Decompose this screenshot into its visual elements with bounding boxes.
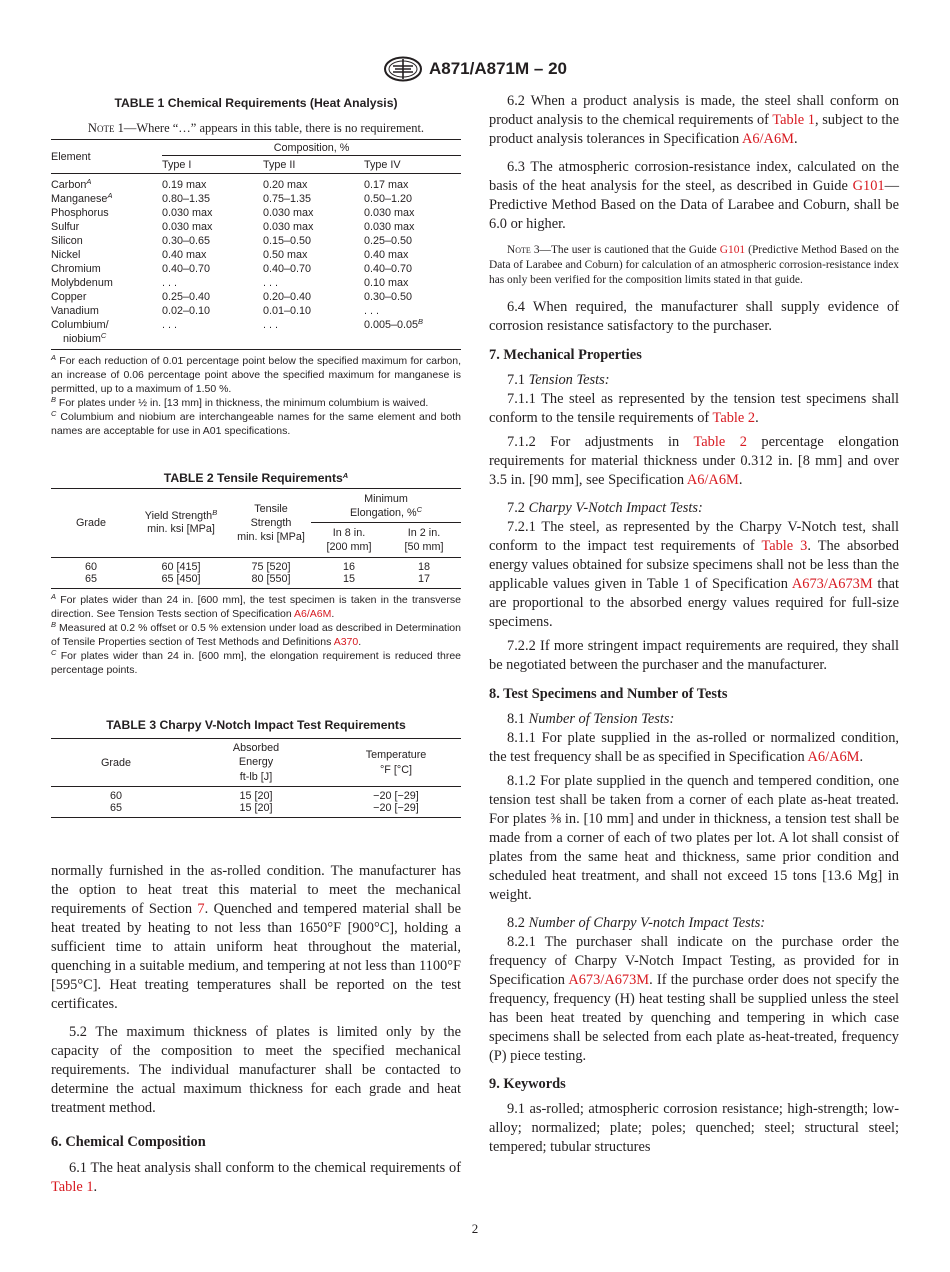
table1-note <box>51 121 461 136</box>
table1-footnote-c: $^C$ Columbium and niobium are interchangeable names for the same element and both names are acceptable for use in A01 specifications. <box>51 408 461 437</box>
table1-row <box>51 174 461 193</box>
table1-row <box>51 304 461 318</box>
table1-cell: 0.25–0.40 <box>162 291 211 303</box>
table2-header-2in: In 2 in. [50 mm] <box>404 527 444 554</box>
left-column <box>51 92 461 1195</box>
table1-element-name: Chromium <box>51 263 101 275</box>
paragraph-7-1-1: 7.1.1 The steel as represented by the tension test specimens shall conform to the tensile requirements of Table 2. <box>489 390 899 426</box>
table1-row <box>51 262 461 276</box>
table1-element-name: Vanadium <box>51 305 99 317</box>
link-g101[interactable]: G101 <box>852 178 885 194</box>
section-8-heading: 8. Test Specimens and Number of Tests <box>489 685 728 702</box>
table1-cell: . . . <box>162 277 177 289</box>
table1-cell: 0.25–0.50 <box>364 235 413 247</box>
table3-header-grade: Grade <box>100 756 131 769</box>
table1-cell: 0.030 max <box>364 221 415 233</box>
table1-cell: $0.005-0.05^B$ <box>364 317 424 331</box>
table1-cell: . . . <box>263 277 278 289</box>
table2-footnote-c: $^C$ For plates wider than 24 in. [600 mm], the elongation requirement is reduced three percentage points. <box>51 648 461 676</box>
table1-header-element: Element <box>51 150 91 163</box>
table2-row: 65 65 [450] 80 [550] 15 17 <box>84 573 430 586</box>
link-a6[interactable]: A6/A6M <box>741 131 794 147</box>
table1-element-name: Columbium/ niobium$^C$ <box>51 319 109 345</box>
table1-cell: 0.50–1.20 <box>364 193 413 205</box>
table1-cell: 0.40 max <box>162 249 207 261</box>
table1-cell: 0.50 max <box>263 249 308 261</box>
paragraph-9-1: 9.1 as-rolled; atmospheric corrosion resistance; high-strength; low-alloy; normalized; plate; poles; quenched; steel; structural steel; tempered; tubular structures <box>489 1100 899 1155</box>
link-a6[interactable]: A6/A6M <box>686 471 739 488</box>
table2 <box>51 488 461 589</box>
table1-row <box>51 206 461 220</box>
table1-cell: 0.20–0.40 <box>263 291 312 303</box>
table1-footnotes <box>51 355 461 438</box>
table1-note-label: Note 1 <box>87 121 124 135</box>
table1-element-name: Carbon$^A$ <box>51 177 92 191</box>
table1-row <box>51 234 461 248</box>
paragraph-8-1-1: 8.1.1 For plate supplied in the as-rolled or normalized condition, the test frequency shall be as specified in Specification A6/A6M. <box>489 729 899 765</box>
table1-cell: 0.40–0.70 <box>263 263 312 275</box>
note-3: Note 3—The user is cautioned that the Guide G101 (Predictive Method Based on the Data of Larabee and Coburn) for calculation of an atmospheric corrosion-resistance index has only been verified for the composition limits stated in that guide. <box>489 244 899 287</box>
paragraph-6-4: 6.4 When required, the manufacturer shall supply evidence of corrosion resistance satisfactory to the purchaser. <box>489 298 899 334</box>
table1-row <box>51 248 461 262</box>
table1-row <box>51 192 461 206</box>
link-g101[interactable]: G101 <box>719 244 746 256</box>
table2-header-elongation: Minimum Elongation, %$^C$ <box>311 489 461 523</box>
table1-cell: 0.17 max <box>364 179 409 191</box>
page-header <box>0 56 950 87</box>
table1-cell: . . . <box>263 319 278 331</box>
table1-cell: 0.030 max <box>364 207 415 219</box>
paragraph-7-2-1: 7.2.1 The steel, as represented by the Charpy V-Notch test, shall conform to the impact test requirements of Table 3. The absorbed energy values obtained for subsize specimens shall not be less than the applicable values given in Table 1 of Specification A673/A673M that are proportional to the absorbed energy values required for full-size specimens. <box>489 518 900 630</box>
paragraph-7-1: 7.1 Tension Tests: <box>507 371 610 388</box>
table1-header-type1: Type I <box>162 159 192 171</box>
table1-element-name: Copper <box>51 291 87 303</box>
table1-cell: 0.19 max <box>162 179 207 191</box>
paragraph-6-2: 6.2 When a product analysis is made, the steel shall conform on product analysis to the chemical requirements of Table 1, subject to the product analysis tolerances in Specification A6/A6M. <box>489 93 900 147</box>
table1-element-name: Nickel <box>51 249 81 261</box>
paragraph-6-1: 6.1 The heat analysis shall conform to the chemical requirements of Table 1. <box>51 1160 461 1195</box>
link-table2[interactable]: Table 2 <box>693 433 747 450</box>
table1-row <box>51 220 461 234</box>
table1-cell: 0.30–0.65 <box>162 235 211 247</box>
link-table1[interactable]: Table 1 <box>772 112 815 128</box>
table1-cell: 0.10 max <box>364 277 409 289</box>
table2-footnote-a: $^A$ For plates wider than 24 in. [600 mm], the test specimen is taken in the transverse direction. See Tension Tests section of Specification A6/A6M. <box>51 592 461 621</box>
table1-caption: TABLE 1 Chemical Requirements (Heat Analysis) <box>114 96 398 110</box>
link-section7[interactable]: 7 <box>197 901 205 917</box>
table1-cell: 0.030 max <box>162 207 213 219</box>
table1-row <box>51 290 461 304</box>
paragraph-8-2: 8.2 Number of Charpy V-notch Impact Tests: <box>507 914 766 931</box>
table1-cell: 0.15–0.50 <box>263 235 312 247</box>
table3-row: 60 15 [20] −20 [−29] <box>109 790 419 803</box>
table1-cell: 0.40–0.70 <box>364 263 413 275</box>
section-9-heading: 9. Keywords <box>489 1075 566 1092</box>
link-table3[interactable]: Table 3 <box>761 537 808 554</box>
paragraph-7-2-2: 7.2.2 If more stringent impact requirements are required, they shall be negotiated between the purchaser and the manufacturer. <box>489 637 899 673</box>
link-a673[interactable]: A673/A673M <box>791 575 873 592</box>
table3-header-energy: Absorbed Energy ft-lb [J] <box>232 741 280 783</box>
paragraph-5-2: 5.2 The maximum thickness of plates is limited only by the capacity of the composition to meet the specified mechanical requirements. The individual manufacturer shall be contacted to determine the actual maximum thickness for each grade and heat treatment method. <box>51 1024 461 1116</box>
paragraph-5-1-cont: normally furnished in the as-rolled condition. The manufacturer has the option to heat treat this material to meet the mechanical requirements of Section 7. Quenched and tempered material shall be heat treated by heating to not less than 1650°F [900°C], holding a sufficient time to attain uniform heat throughout the material, quenching in a suitable medium, and tempering at not less than 1100°F [595°C]. Heat treating temperatures shall be reported on the test certificates. <box>51 863 461 1012</box>
table2-header-grade: Grade <box>75 517 106 530</box>
table1-row <box>51 318 461 350</box>
table1-cell: 0.20 max <box>263 179 308 191</box>
table3-header-temperature: Temperature °F [°C] <box>365 749 427 776</box>
table3 <box>51 738 461 819</box>
paragraph-8-1-2: 8.1.2 For plate supplied in the quench and tempered condition, one tension test shall be taken from a corner of each plate as-heat treated. For plates ⅜ in. [10 mm] and under in thickness, a tension test shall be made from a corner of each of two plates per lot. A lot shall consist of plates from the same heat and thickness, same prior condition and scheduled heat treatment, and shall not exceed 15 tons [13.6 Mg] in weight. <box>489 772 899 903</box>
table2-row: 60 60 [415] 75 [520] 16 18 <box>84 561 430 574</box>
section-6-heading: 6. Chemical Composition <box>51 1134 206 1150</box>
table2-footnote-b: $^B$ Measured at 0.2 % offset or 0.5 % extension under load as described in Determination of Tensile Properties section of Test Methods and Definitions A370. <box>51 620 461 649</box>
table1-cell: . . . <box>162 319 177 331</box>
table1-header-type4: Type IV <box>364 159 401 171</box>
section-7-heading: 7. Mechanical Properties <box>489 346 642 363</box>
table1-note-text: —Where “…” appears in this table, there is no requirement. <box>123 121 425 135</box>
table1-element-name: Manganese$^A$ <box>51 191 113 205</box>
table1-footnote-b: $^B$ For plates under ½ in. [13 mm] in thickness, the minimum columbium is waived. <box>51 394 429 409</box>
table1-cell: 0.030 max <box>263 207 314 219</box>
astm-logo-icon <box>383 56 423 82</box>
table3-caption: TABLE 3 Charpy V-Notch Impact Test Requirements <box>106 717 406 732</box>
table1-cell: 0.80–1.35 <box>162 193 211 205</box>
link-a6[interactable]: A6/A6M <box>294 608 332 621</box>
table1-footnote-a: $^A$ For each reduction of 0.01 percentage point below the specified maximum for carbon, an increase of 0.06 percentage point above the specified maximum for manganese is permitted, up to a maximum of 1.50 %. <box>51 353 461 395</box>
designation: A871/A871M – 20 <box>429 59 567 78</box>
table1-element-name: Molybdenum <box>51 277 113 289</box>
table1-cell: 0.40 max <box>364 249 409 261</box>
table1-element-name: Silicon <box>51 235 83 247</box>
link-a673[interactable]: A673/A673M <box>568 971 650 988</box>
table1-cell: 0.030 max <box>162 221 213 233</box>
table1-cell: 0.02–0.10 <box>162 305 211 317</box>
table1-cell: 0.75–1.35 <box>263 193 312 205</box>
table1-element-name: Phosphorus <box>51 207 109 219</box>
paragraph-7-1-2: 7.1.2 For adjustments in Table 2 percentage elongation requirements for material thickness under 0.312 in. [8 mm] and over 3.5 in. [90 mm], see Specification A6/A6M. <box>489 433 899 488</box>
table3-row: 65 15 [20] −20 [−29] <box>109 802 419 815</box>
paragraph-8-1: 8.1 Number of Tension Tests: <box>507 710 675 727</box>
right-column <box>489 92 899 1157</box>
table2-header-yield: Yield Strength$^B$ min. ksi [MPa] <box>144 508 218 536</box>
link-table2[interactable]: Table 2 <box>712 409 756 426</box>
table1-cell: . . . <box>364 305 379 317</box>
table1-header-composition: Composition, % <box>162 140 461 156</box>
link-table1[interactable]: Table 1 <box>51 1179 94 1195</box>
page-number: 2 <box>471 1221 479 1236</box>
table1 <box>51 139 461 350</box>
table2-header-8in: In 8 in. [200 mm] <box>326 527 372 554</box>
table2-footnotes <box>51 594 461 677</box>
table1-cell: 0.40–0.70 <box>162 263 211 275</box>
table1-cell: 0.30–0.50 <box>364 291 413 303</box>
table1-cell: 0.01–0.10 <box>263 305 312 317</box>
link-a6[interactable]: A6/A6M <box>807 748 860 765</box>
table1-element-name: Sulfur <box>51 221 80 233</box>
table2-header-tensile: Tensile Strength min. ksi [MPa] <box>237 503 305 544</box>
table2-caption: TABLE 2 Tensile Requirements$^A$ <box>163 471 349 486</box>
paragraph-7-2: 7.2 Charpy V-Notch Impact Tests: <box>507 499 703 516</box>
paragraph-6-3: 6.3 The atmospheric corrosion-resistance index, calculated on the basis of the heat analysis for the steel, as described in Guide G101—Predictive Method Based on the Data of Larabee and Coburn, shall be 6.0 or higher. <box>489 159 899 232</box>
table1-row <box>51 276 461 290</box>
link-a370[interactable]: A370 <box>333 636 359 649</box>
table1-header-type2: Type II <box>263 159 296 171</box>
paragraph-8-2-1: 8.2.1 The purchaser shall indicate on the purchase order the frequency of Charpy V-Notch Impact Testing, as provided for in Specification A673/A673M. If the purchase order does not specify the frequency, frequency (H) heat testing shall be supplied unless the steel has been heat treated by quenching and tempering in which case specimens shall be selected from each plate as-heat-treated, frequency (P) piece testing. <box>489 933 899 1064</box>
table1-cell: 0.030 max <box>263 221 314 233</box>
